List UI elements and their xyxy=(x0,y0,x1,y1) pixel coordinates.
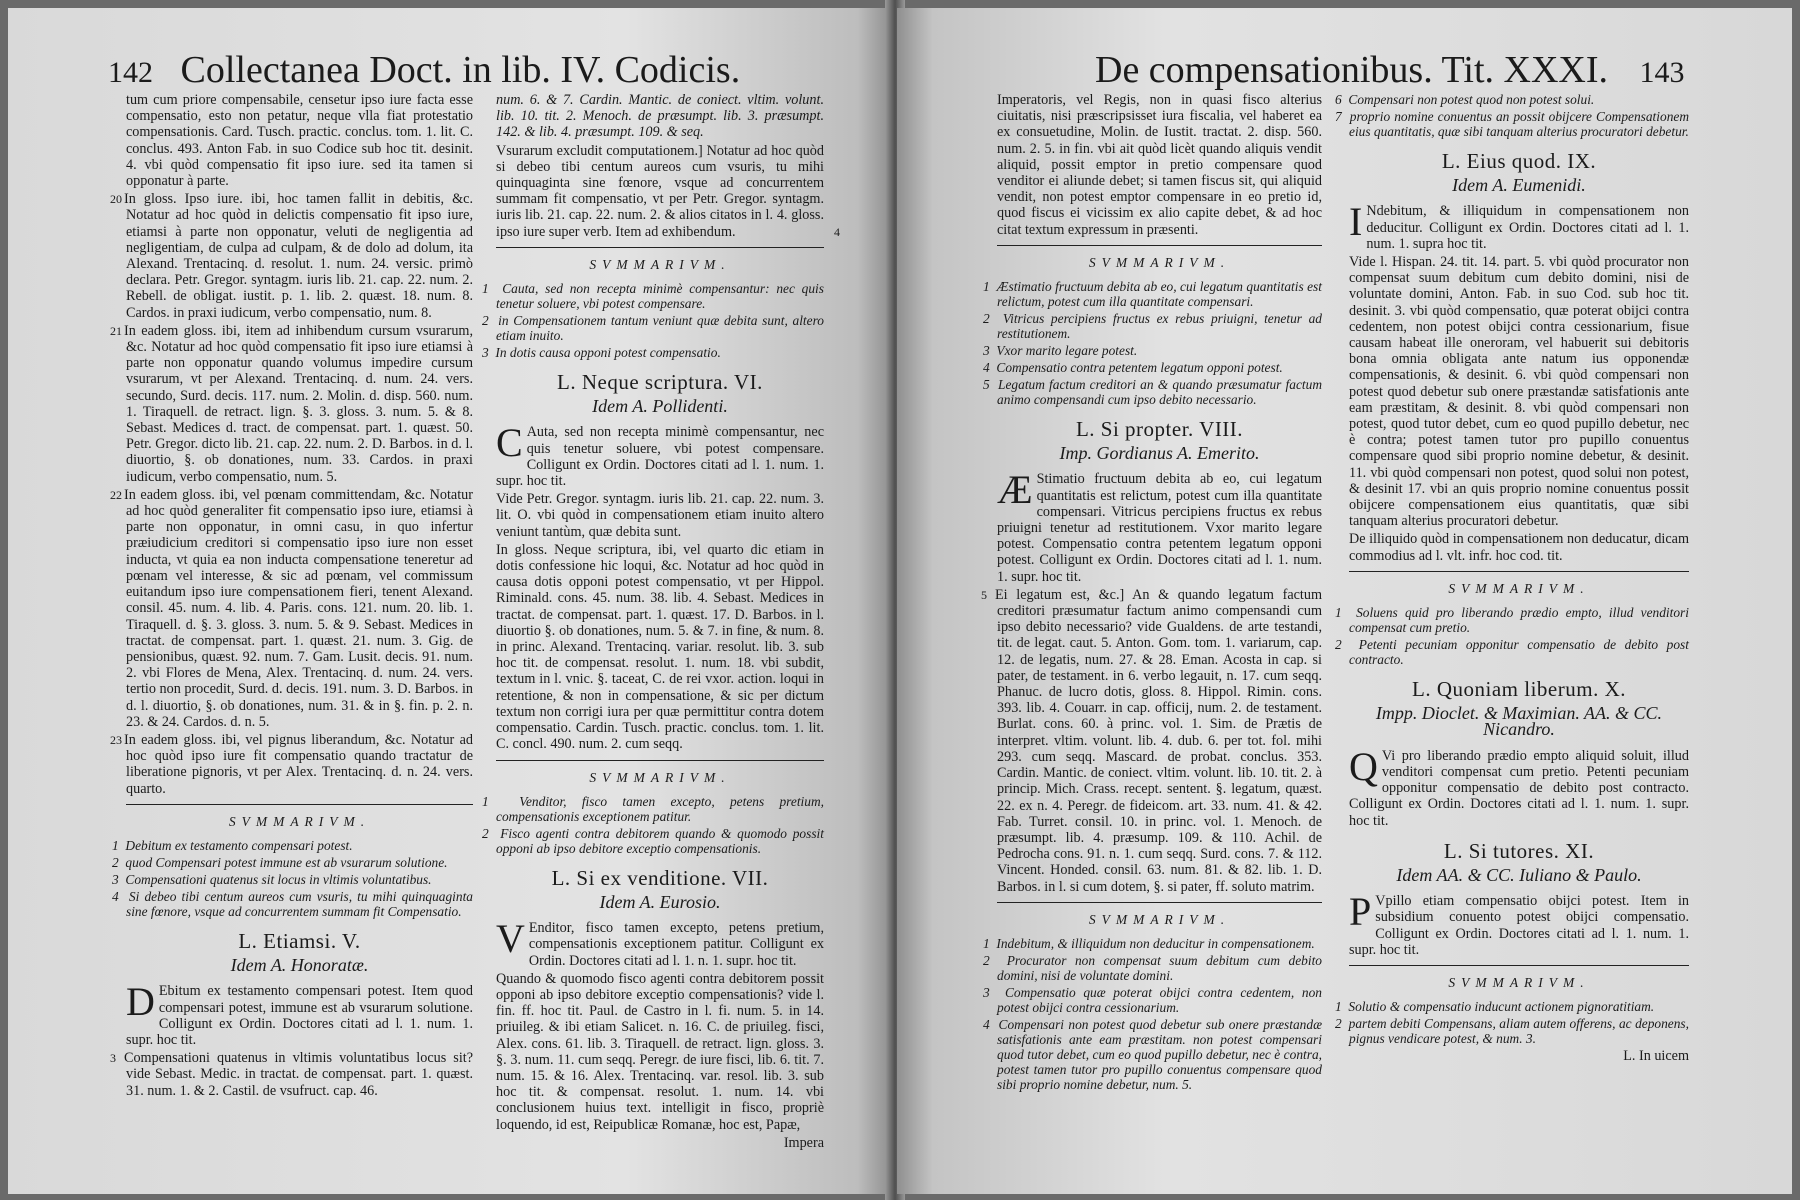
right-page-column-2 xyxy=(1335,92,1689,1065)
divider xyxy=(1349,965,1689,966)
summary-list xyxy=(112,837,473,919)
summary-heading: SVMMARIVM. xyxy=(1448,974,1590,990)
paragraph-text: In eadem gloss. ibi, vel pœnam committendam, &c. Notatur ad hoc quòd generaliter fit compensatio ipso iure, etiamsi à parte non opponatur, in omni casu, in quo infertur præiudicium creditori si compensatio ipso iure non esset inducta, vt quia ea non inducta compensatione teneretur ad pœnam vel interesse, & sic ad pœnam, vel commissum euitandum ipso iure compensationem fieri, tenent Alexand. consil. 45. num. 4. lib. 4. Paris. cons. 121. num. 20. lib. 1. Tiraquell. d. §. 3. gloss. 3. num. 5. & 9. Sebast. Medices in tractat. de compensat. part. 1. quæst. 21. num. 3. Gig. de pensionibus, quæst. 92. num. 7. Gam. Lusit. decis. 91. num. 2. vbi Flores de Mena, Alex. Trentacinq. d. num. 24. vers. tertio non procedit, Surd. d. decis. 191. num. 3. D. Barbos. in d. l. diuortio, §. ob donationes, num. 31. & in §. fin. p. 2. n. 23. & 24. Cardos. d. n. 5. xyxy=(124,486,473,730)
paragraph: Imperatoris, vel Regis, non in quasi fisco alterius ciuitatis, nisi præscripsisset iura fiscalia, vel haberet ea ex consuetudine, Molin. de Iustit. tractat. 2. disp. 560. num. 2. 5. in fin. vbi ait quòd licèt quando aliquis vendit aliquid, possit emptor in pretio compensare quod venditor ei aliunde debet; si tamen fiscus sit, qui aliquid vendit, non potest emptor compensare in eo pretio id, quod fiscus ei vicissim ex alio capite debet, & ad hoc citat textum expressum in præsenti. xyxy=(997,92,1322,238)
marginal-number: 23 xyxy=(110,732,122,747)
marginal-number: 5 xyxy=(981,587,987,602)
lex-subtitle: Idem AA. & CC. Iuliano & Paulo. xyxy=(1396,864,1642,885)
paragraph-text: Ei legatum est, &c.] An & quando legatum factum creditori præsumatur factum animo compensandi cum ipso debito necessario? vide Gualdens. de arte testandi, tit. de legat. caut. 5. Anton. Gom. tom. 1. variarum, cap. 12. de legatis, num. 27. & 28. Eman. Acosta in cap. si pater, de testament. in 6. verbo legauit, n. 17. cum seqq. Phanuc. de lucro dotis, gloss. 8. Hippol. Rimin. cons. 393. lib. 4. Couarr. in cap. officij, num. 2. de testament. Burlat. cons. 60. à princ. vol. 1. Sim. de Prætis de interpret. vltim. volunt. lib. 4. dub. 6. per tot. fol. mihi 293. cum seqq. Mascard. de probat. conclus. 353. Cardin. Mantic. de coniect. vltim. volunt. lib. 10. tit. 2. à princip. Mich. Crass. recept. sentent. §. legatum, quæst. 22. ex n. 4. Peregr. de fideicom. art. 33. num. 41. & 42. Fab. Turret. consil. 10. in princ. vol. 1. Menoch. de præsumpt. lib. 4. præsump. 109. & 110. Achil. de Pedrocha cons. 91. n. 1. cum seqq. Surd. cons. 7. & 112. Vincent. Honded. consil. 63. num. 81. & 82. lib. 1. D. Barbos. in l. si cum dotem, §. si pater, ff. soluto matrim. xyxy=(995,586,1322,895)
summary-heading: SVMMARIVM. xyxy=(228,813,371,829)
lex-subtitle: Impp. Dioclet. & Maximian. AA. & CC. Nicandro. xyxy=(1375,703,1663,740)
paragraph: tum cum priore compensabile, censetur ipso iure facta esse compensatio, esto non petatur, neque vlla fiat protestatio compensationis. Card. Tusch. practic. conclus. tom. 1. lit. C. conclus. 493. Anton Fab. in suo Codice sub hoc tit. desinit. 4. vbi quòd compensatio fit ipso iure. sed ita tamen si opponatur à parte. xyxy=(126,92,473,190)
right-page-header xyxy=(1095,48,1685,92)
marginal-number: 22 xyxy=(110,487,122,502)
lex-text xyxy=(126,979,473,1048)
summary-item: 4 Compensatio contra petentem legatum opponi potest. xyxy=(983,360,1283,376)
paragraph: num. 6. & 7. Cardin. Mantic. de coniect. vltim. volunt. lib. 10. tit. 2. Menoch. de præsumpt. lib. 3. præsumpt. 142. & lib. 4. præsumpt. 109. & seq. xyxy=(496,92,824,141)
paragraph xyxy=(110,486,473,730)
paragraph: De illiquido quòd in compensationem non deducatur, dicam commodius ad l. vlt. infr. hoc cod. tit. xyxy=(1349,531,1689,564)
lex-title: L. Quoniam liberum. X. xyxy=(1412,677,1626,702)
lex-text xyxy=(1349,199,1689,252)
lex-title: L. Neque scriptura. VI. xyxy=(557,370,763,395)
summary-heading: SVMMARIVM. xyxy=(1088,254,1231,270)
summary-list xyxy=(1335,605,1689,668)
lex-text-body: Enditor, fisco tamen excepto, petens pretium, compensationis exceptionem patitur. Colligunt ex Ordin. Doctores citati ad l. 1. n. 1. supr. hoc tit. xyxy=(528,920,824,969)
marginal-number: 20 xyxy=(110,192,122,207)
lex-text-body: Ndebitum, & illiquidum in compensationem non deducitur. Colligunt ex Ordin. Doctores citati ad l. 1. num. 1. supra hoc tit. xyxy=(1366,203,1689,252)
paragraph xyxy=(981,586,1322,895)
lex-title: L. Si tutores. XI. xyxy=(1443,838,1595,863)
right-page xyxy=(897,8,1792,1194)
lex-text xyxy=(997,467,1322,585)
summary-item: 2 Petenti pecuniam opponitur compensatio de debito post contracto. xyxy=(1335,637,1689,668)
marginal-number: 4 xyxy=(834,224,840,239)
paragraph-text: Compensationi quatenus in vltimis voluntatibus locus sit? vide Sebast. Medic. in tractat. de compensat. part. 1. quæst. 31. num. 1. & 2. Castil. de vsufruct. cap. 46. xyxy=(124,1050,473,1099)
left-page-column-2 xyxy=(482,92,840,1151)
summary-item: 4 Compensari non potest quod debetur sub onere præstandæ satisfationis ante eam præstitam. non potest compensari quod tutor debet, cum eo quod pupillo debetur, nec è contra, potest tamen tutor pro pupillo conuentus compensare quod sibi proprio nomine debetur, num. 5. xyxy=(983,1016,1322,1092)
summary-item: 1 Indebitum, & illiquidum non deducitur in compensationem. xyxy=(983,935,1315,951)
page-number: 143 xyxy=(1639,56,1685,89)
summary-item: 3 Compensationi quatenus sit locus in vltimis voluntatibus. xyxy=(112,871,432,887)
summary-item: 3 In dotis causa opponi potest compensatio. xyxy=(482,345,721,361)
lex-title: L. Eius quod. IX. xyxy=(1441,149,1597,173)
running-title: Collectanea Doct. in lib. IV. Codicis. xyxy=(180,49,741,91)
left-page xyxy=(8,8,893,1194)
divider xyxy=(496,760,824,761)
paragraph xyxy=(110,1050,473,1099)
summary-item: 3 Compensatio quæ poterat obijci contra cedentem, non potest obijci contra cessionarium. xyxy=(983,984,1322,1015)
paragraph xyxy=(496,142,840,240)
left-page-header xyxy=(108,48,740,92)
summary-list xyxy=(983,279,1322,408)
summary-item: 2 Fisco agenti contra debitorem quando & quomodo possit opponi ab ipso debitore exceptio compensationis. xyxy=(482,825,824,856)
summary-item: 2 Vitricus percipiens fructus ex rebus priuigni, tenetur ad restitutionem. xyxy=(983,311,1322,342)
summary-heading: SVMMARIVM. xyxy=(589,769,731,785)
paragraph: Quando & quomodo fisco agenti contra debitorem possit opponi ab ipso debitore exceptio compensationis? vide l. fin. ff. hoc tit. Paul. de Castro in l. fi. num. 5. in 14. priuileg. & ibi etiam Salicet. n. 16. C. de priuileg. fisci, Alex. cons. 61. lib. 3. Tiraquell. de retract. lign. gloss. 3. §. 3. num. 11. cum seqq. Peregr. de iure fisci, lib. 6. tit. 7. num. 15. & 16. Alex. Trentacinq. var. resol. lib. 3. sub hoc tit. & compensat. resolut. 1. num. 14. vbi conclusionem huius text. intelligit in fisco, propriè loquendo, id est, Reipublicæ Romanæ, hoc est, Papæ, xyxy=(496,970,824,1133)
summary-heading: SVMMARIVM. xyxy=(1088,911,1231,927)
drop-cap: Æ xyxy=(997,467,1033,513)
summary-item: 7 proprio nomine conuentus an possit obijcere Compensationem eius quantitatis, quæ sibi tanquam alterius procuratori debetur. xyxy=(1335,109,1689,139)
paragraph-text: In gloss. Ipso iure. ibi, hoc tamen fallit in debitis, &c. Notatur ad hoc quòd in delictis compensatio fit ipso iure, etiamsi à parte non opponatur, veluti de negligentia ad negligentiam, de culpa ad culpam, & de dolo ad dolum, ita Alexand. Trentacinq. d. resolut. 1. num. 24. versic. primò declara. Petr. Gregor. syntagm. iuris lib. 21. cap. 22. num. 2. Rebell. de obligat. iustit. p. 1. lib. 2. quæst. 18. num. 8. Cardos. in praxi iudicum, verbo compensatio, num. 8. xyxy=(124,191,473,321)
paragraph xyxy=(110,191,473,321)
paragraph-text: In eadem gloss. ibi, vel pignus liberandum, &c. Notatur ad hoc quòd ipso iure fit compensatio quando tractatur de liberatione pignoris, vt per Alex. Trentacinq. d. n. 24. vers. quarto. xyxy=(124,731,473,797)
summary-item: 1 Solutio & compensatio inducunt actionem pignoratitiam. xyxy=(1335,999,1655,1015)
lex-title: L. Etiamsi. V. xyxy=(238,928,361,953)
lex-text-body: Vpillo etiam compensatio obijci potest. Item in subsidium conuento potest obijci compensatio. Colligunt ex Ordin. Doctores citati ad l. 1. num. 1. supr. hoc tit. xyxy=(1349,893,1689,958)
summary-list xyxy=(1335,999,1689,1047)
lex-subtitle: Idem A. Eumenidi. xyxy=(1452,175,1586,196)
summary-item: 1 Debitum ex testamento compensari potest. xyxy=(112,837,353,853)
lex-text-body: Vi pro liberando prædio empto aliquid soluit, illud venditori compensat cum pretio. Petenti pecuniam opponitur compensatio de debito post contracto. Colligunt ex Ordin. Doctores citati ad l. 1. num. 1. supr. hoc tit. xyxy=(1349,747,1689,829)
summary-item: 4 Si debeo tibi centum aureos cum vsuris, tu mihi quinquaginta sine fœnore, vsque ad concurrentem summam fit Compensatio. xyxy=(112,888,473,919)
divider xyxy=(1349,571,1689,572)
page-number: 142 xyxy=(108,56,153,89)
marginal-number: 21 xyxy=(110,323,122,338)
paragraph xyxy=(110,731,473,797)
summary-item: 2 quod Compensari potest immune est ab vsurarum solutione. xyxy=(112,854,448,870)
paragraph-text: Vsurarum excludit computationem.] Notatur ad hoc quòd si debeo tibi centum aureos cum vsuris, tu mihi quinquaginta sine fœnore, vsque ad concurrentem summam fit compensatio, vt per Petr. Gregor. syntagm. iuris lib. 21. cap. 22. num. 2. & alios citatos in l. 4. gloss. ipso iure super verb. Item ad exhibendum. xyxy=(496,142,824,240)
summary-item: 5 Legatum factum creditori an & quando præsumatur factum animo compensandi cum ipso debito necessario. xyxy=(983,377,1322,408)
lex-text-body: Auta, sed non recepta minimè compensantur, nec quis tenetur soluere, vbi potest compensare. Colligunt ex Ordin. Doctores citati ad l. 1. num. 1. supr. hoc tit. xyxy=(496,424,824,490)
drop-cap: I xyxy=(1349,199,1363,245)
lex-text xyxy=(1349,889,1689,958)
summary-heading: SVMMARIVM. xyxy=(589,256,731,272)
catchword: Impera xyxy=(783,1134,824,1151)
lex-subtitle: Idem A. Eurosio. xyxy=(599,891,721,912)
lex-text xyxy=(1349,743,1689,829)
summary-item: 2 partem debiti Compensans, aliam autem offerens, ac deponens, pignus vendicare potest, & num. 3. xyxy=(1335,1016,1689,1047)
right-page-column-1 xyxy=(981,92,1322,1094)
paragraph: Vide l. Hispan. 24. tit. 14. part. 5. vbi quòd procurator non compensat suum debitum cum debito domini, nisi de voluntate domini, Anton. Fab. in suo Cod. sub hoc tit. desinit. 3. vbi quòd compensatio, quæ poterat obijci contra cedentem, non potest obijci contra cessionarium, fisue causam habeat ille oneroram, vel habuerit sui debitoris bona omnia obligata ante natum ius opponendæ compensationis, & desinit. 6. vbi quòd compensari non potest quod debetur sub onere præstandæ satisfationis ante eam præstitam, & desinit. 8. vbi quòd compensari non potest, quod tutor debet, cum eo quod pupillo debetur, nec è contra; potest tamen tutor pro pupillo conuentus compensare quod sibi proprio nomine debetur, & desinit. 11. vbi quòd compensari non potest, quod solui non potest, & desinit 17. vbi an quis proprio nomine conuentus possit obijcere compensationem eius quantitatis, quæ sibi tanquam alterius procuratori debetur. xyxy=(1349,254,1689,530)
drop-cap: P xyxy=(1349,889,1372,935)
summary-item: 1 Æstimatio fructuum debita ab eo, cui legatum quantitatis est relictum, potest cum illa quantitate compensari. xyxy=(983,279,1322,310)
summary-item: 1 Venditor, fisco tamen excepto, petens pretium, compensationis exceptionem patitur. xyxy=(482,793,824,824)
lex-title: L. Si propter. VIII. xyxy=(1075,417,1244,442)
drop-cap: C xyxy=(496,420,523,466)
drop-cap: V xyxy=(496,916,525,962)
catchword: L. In uicem xyxy=(1623,1048,1689,1065)
summary-item: 1 Cauta, sed non recepta minimè compensantur: nec quis tenetur soluere, vbi potest compensare. xyxy=(482,281,824,312)
divider xyxy=(496,247,824,248)
drop-cap: Q xyxy=(1349,743,1378,789)
lex-subtitle: Imp. Gordianus A. Emerito. xyxy=(1059,443,1260,464)
paragraph-text: In eadem gloss. ibi, item ad inhibendum cursum vsurarum, &c. Notatur ad hoc quòd compensatio fit ipso iure etiamsi à parte non opponatur quando volumus impedire cursum vsurarum, vt per Alexand. Trentacinq. d. num. 24. vers. secundo, Surd. decis. 117. num. 2. Molin. d. disp. 560. num. 1. Tiraquell. de retract. lign. §. 3. gloss. 3. num. 5. & 8. Sebast. Medices d. tract. de compensat. part. 1. quæst. 50. Petr. Gregor. dicto lib. 21. cap. 22. num. 2. D. Barbos. in d. l. diuortio, §. ob donationes, num. 33. Cardos. in praxi iudicum, verbo compensatio, num. 5. xyxy=(124,322,473,485)
summary-item: 1 Soluens quid pro liberando prædio empto, illud venditori compensat cum pretio. xyxy=(1335,605,1689,636)
paragraph: In gloss. Neque scriptura, ibi, vel quarto dic etiam in dotis confessione hic loqui, &c. Notatur ad hoc quòd in causa dotis opponi potest compensatio, vt per Hippol. Riminald. cons. 45. num. 38. lib. 4. Sebast. Medices in tractat. de compensat. part. 1. quæst. 17. D. Barbos. in l. diuortio §. ob donationes, num. 5. & 7. in fine, & num. 8. in princ. Alexand. Trentacinq. variar. resolut. lib. 3. sub hoc tit. de compensat. resolut. 1. num. 18. vbi subdit, textum in l. vnic. §. taceat, C. de rei vxor. action. loqui in retentione, & non in compensatione, & sic per dictum textum non corrigi iura per quæ permittitur contra dotem compensatio. Cardin. Tusch. practic. conclus. tom. 1. lit. C. concl. 490. num. 2. cum seqq. xyxy=(496,541,824,753)
summary-list xyxy=(482,281,824,361)
summary-item: 2 in Compensationem tantum veniunt quæ debita sunt, altero etiam inuito. xyxy=(482,313,824,344)
paragraph xyxy=(110,322,473,485)
left-page-column-1 xyxy=(110,92,473,1101)
summary-item: 2 Procurator non compensat suum debitum cum debito domini, nisi de voluntate domini. xyxy=(983,952,1322,983)
summary-item: 3 Vxor marito legare potest. xyxy=(983,343,1138,359)
lex-title: L. Si ex venditione. VII. xyxy=(551,865,769,890)
lex-text xyxy=(496,420,824,490)
lex-subtitle: Idem A. Pollidenti. xyxy=(592,396,728,417)
summary-list xyxy=(1335,92,1689,139)
summary-list xyxy=(482,793,824,856)
drop-cap: D xyxy=(126,979,155,1025)
summary-list xyxy=(983,935,1322,1092)
divider xyxy=(997,902,1322,903)
summary-heading: SVMMARIVM. xyxy=(1448,580,1590,596)
marginal-number: 3 xyxy=(110,1051,116,1066)
paragraph: Vide Petr. Gregor. syntagm. iuris lib. 21. cap. 22. num. 3. lit. O. vbi quòd in compensationem etiam inuito altero veniunt tantùm, quæ debita sunt. xyxy=(496,491,824,540)
summary-item: 6 Compensari non potest quod non potest solui. xyxy=(1335,92,1595,107)
running-title: De compensationibus. Tit. XXXI. xyxy=(1095,49,1608,91)
lex-text-body: Stimatio fructuum debita ab eo, cui legatum quantitatis est relictum, potest cum illa quantitate compensari. Vitricus percipiens fructus ex rebus priuigni tenetur ad restitutionem. Vxor marito legare potest. Compensatio contra petentem legatum opponi potest. Colligunt ex Ordin. Doctores citati ad l. 1. num. 1. supr. hoc tit. xyxy=(997,471,1322,585)
lex-subtitle: Idem A. Honoratæ. xyxy=(230,955,369,976)
divider xyxy=(997,245,1322,246)
lex-text xyxy=(496,916,824,969)
divider xyxy=(126,804,473,805)
lex-text-body: Ebitum ex testamento compensari potest. Item quod compensari potest, immune est ab vsurarum solutione. Colligunt ex Ordin. Doctores citati ad l. 1. num. 1. supr. hoc tit. xyxy=(126,983,473,1048)
